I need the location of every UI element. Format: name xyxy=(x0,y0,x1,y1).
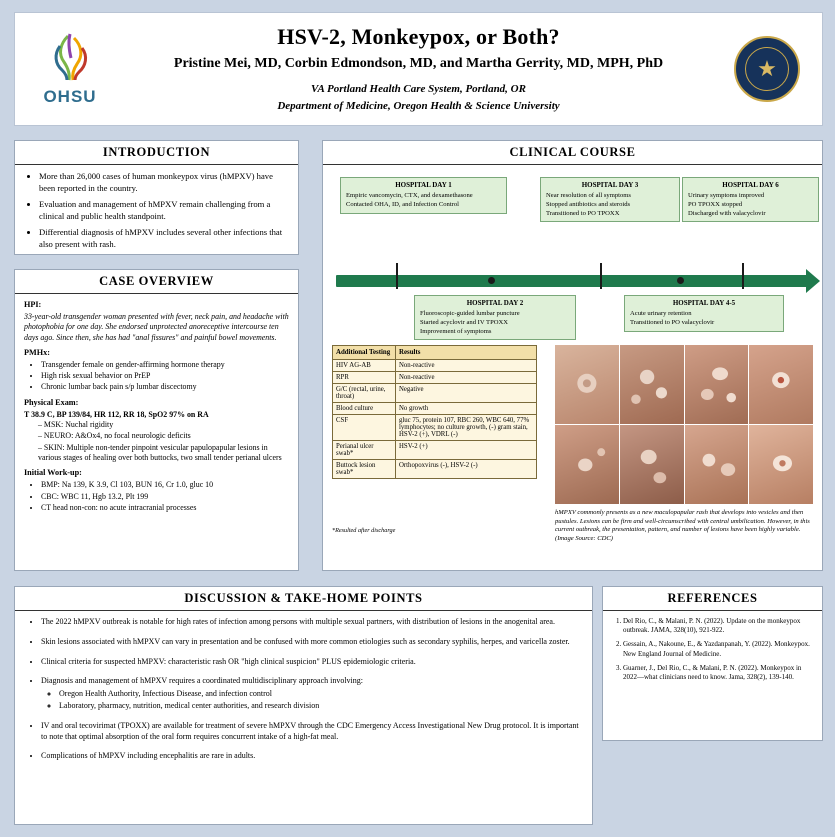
introduction-panel xyxy=(14,140,299,255)
timeline-day-line: PO TPOXX stopped xyxy=(688,200,743,208)
hpi-label: HPI: xyxy=(24,300,42,309)
case-overview-body xyxy=(15,300,298,518)
timeline-day-2 xyxy=(414,295,576,340)
timeline-day-label: HOSPITAL DAY 6 xyxy=(722,181,779,189)
timeline-day-4-5 xyxy=(624,295,784,332)
cell-test: HIV AG-AB xyxy=(333,360,396,372)
timeline-day-line: Contacted OHA, ID, and Infection Control xyxy=(346,200,459,208)
table-row xyxy=(333,403,537,415)
references-list xyxy=(603,617,822,682)
list-item-text: Diagnosis and management of hMPXV requires a coordinated multidisciplinary approach involving: xyxy=(41,676,364,686)
cell-result: gluc 75, protein 107, RBC 260, WBC 640, 77% lymphocytes; no culture growth, (-) gram stain, HSV-2 (+), VDRL (-) xyxy=(396,415,537,441)
list-item: • The 2022 hMPXV outbreak is notable for high rates of infection among persons with multiple sexual partners, with distribution of lesions in the anogenital area. xyxy=(41,617,580,628)
pmhx-list xyxy=(24,360,289,393)
list-item: • IV and oral tecovirimat (TPOXX) are available for treatment of severe hMPXV through the CDC Emergency Access Investigational New Drug protocol. It is important to note that optimal absorption of the oral form requires concurrent intake of a high-fat meal. xyxy=(41,721,580,743)
timeline-bar xyxy=(336,275,810,287)
timeline-day-3 xyxy=(540,177,680,222)
timeline-day-label: HOSPITAL DAY 1 xyxy=(395,181,452,189)
case-overview-title: CASE OVERVIEW xyxy=(15,270,298,294)
list-item: ◦ Laboratory, pharmacy, nutrition, medical center authorities, and research division xyxy=(59,701,568,712)
timeline-day-label: HOSPITAL DAY 4-5 xyxy=(672,299,736,307)
timeline-day-1 xyxy=(340,177,507,214)
physical-exam-label: Physical Exam: xyxy=(24,397,79,407)
workup-list xyxy=(24,480,289,513)
timeline-tick xyxy=(396,263,398,289)
list-item: • Transgender female on gender-affirming hormone therapy xyxy=(41,360,289,370)
timeline-dot xyxy=(677,277,684,284)
table-header-row xyxy=(333,346,537,360)
photo-caption: hMPXV commonly presents as a new maculopapular rash that develops into vesicles and then pustules. Lesions can be firm and well-circumscribed with central umbilication. However, in this current outbreak, the presentation, pattern, and number of lesions have been highly variable. (Image Source: CDC) xyxy=(555,509,810,543)
clinical-photos xyxy=(555,345,813,544)
timeline-day-line: Stopped antibiotics and steroids xyxy=(546,200,631,208)
cell-test: CSF xyxy=(333,415,396,441)
timeline-dot xyxy=(488,277,495,284)
list-item: • Skin lesions associated with hMPXV can vary in presentation and be confused with more common etiologies such as secondary syphilis, herpes, and varicella zoster. xyxy=(41,637,580,648)
table-footnote: *Resulted after discharge xyxy=(332,527,396,534)
table-row xyxy=(333,441,537,460)
timeline xyxy=(332,171,812,351)
column-header-results: Results xyxy=(396,346,537,360)
table-row xyxy=(333,384,537,403)
lesion-photo-7 xyxy=(685,425,749,504)
table-row xyxy=(333,460,537,479)
lesion-photo-4 xyxy=(749,345,813,424)
cell-test: Blood culture xyxy=(333,403,396,415)
list-item: 2. Gessain, A., Nakoune, E., & Yazdanpanah, Y. (2022). Monkeypox. New England Journal of Medicine. xyxy=(623,640,814,658)
page-title: HSV-2, Monkeypox, or Both? xyxy=(277,24,560,49)
discussion-sublist xyxy=(41,689,580,712)
references-title: REFERENCES xyxy=(603,587,822,611)
photo-row-2 xyxy=(555,425,813,504)
case-overview-panel xyxy=(14,269,299,571)
table-row xyxy=(333,372,537,384)
ohsu-logo xyxy=(15,19,125,119)
cell-test: Perianal ulcer swab* xyxy=(333,441,396,460)
timeline-day-line: Urinary symptoms improved xyxy=(688,192,765,200)
exam-list xyxy=(24,420,289,464)
cell-result: Orthopoxvirus (-), HSV-2 (-) xyxy=(396,460,537,479)
va-seal-icon xyxy=(734,36,800,102)
list-item: • BMP: Na 139, K 3.9, Cl 103, BUN 16, Cr 1.0, gluc 10 xyxy=(41,480,289,490)
list-item: – SKIN: Multiple non-tender pinpoint vesicular papulopapular lesions in various stages of healing over both buttocks, two small tender perianal ulcers xyxy=(38,443,289,464)
timeline-arrow-icon xyxy=(806,269,820,293)
clinical-course-title: CLINICAL COURSE xyxy=(323,141,822,165)
poster-header xyxy=(14,12,823,126)
timeline-tick xyxy=(742,263,744,289)
header-text-block xyxy=(125,24,712,114)
list-item: • CT head non-con: no acute intracranial processes xyxy=(41,503,289,513)
lesion-photo-1 xyxy=(555,345,619,424)
list-item: • High risk sexual behavior on PrEP xyxy=(41,371,289,381)
discussion-list xyxy=(15,617,592,762)
list-item: • Chronic lumbar back pain s/p lumbar discectomy xyxy=(41,382,289,392)
list-item: • More than 26,000 cases of human monkeypox virus (hMPXV) have been reported in the country. xyxy=(39,171,288,194)
table-row xyxy=(333,415,537,441)
list-item: ◦ Oregon Health Authority, Infectious Disease, and infection control xyxy=(59,689,568,700)
timeline-day-line: Acute urinary retention xyxy=(630,310,692,318)
references-panel xyxy=(602,586,823,741)
ohsu-wordmark: OHSU xyxy=(43,86,97,106)
pmhx-label: PMHx: xyxy=(24,347,50,357)
list-item: 3. Guarner, J., Del Rio, C., & Malani, P. N. (2022). Monkeypox in 2022—what clinicians need to know. Jama, 328(2), 139-140. xyxy=(623,664,814,682)
cell-result: Negative xyxy=(396,384,537,403)
column-header-testing: Additional Testing xyxy=(333,346,396,360)
timeline-day-label: HOSPITAL DAY 3 xyxy=(581,181,639,189)
timeline-day-line: Near resolution of all symptoms xyxy=(546,192,631,200)
discussion-panel xyxy=(14,586,593,825)
ohsu-flame-icon xyxy=(38,32,102,84)
additional-testing-table xyxy=(332,345,537,479)
timeline-day-line: Improvement of symptoms xyxy=(420,327,492,335)
timeline-day-line: Transitioned to PO valacyclovir xyxy=(630,318,715,326)
cell-result: No growth xyxy=(396,403,537,415)
introduction-list xyxy=(15,171,298,251)
cell-result: Non-reactive xyxy=(396,360,537,372)
discussion-title: DISCUSSION & TAKE-HOME POINTS xyxy=(15,587,592,611)
timeline-day-line: Empiric vancomycin, CTX, and dexamethasone xyxy=(346,192,473,200)
author-list: Pristine Mei, MD, Corbin Edmondson, MD, and Martha Gerrity, MD, MPH, PhD xyxy=(173,56,664,71)
photo-row-1 xyxy=(555,345,813,424)
seal-star-icon: ★ xyxy=(757,56,777,81)
timeline-day-line: Started acyclovir and IV TPOXX xyxy=(420,318,509,326)
cell-test: Buttock lesion swab* xyxy=(333,460,396,479)
list-item: • Evaluation and management of hMPXV remain challenging from a clinical and public health standpoint. xyxy=(39,199,288,222)
clinical-course-panel xyxy=(322,140,823,571)
table-row xyxy=(333,360,537,372)
cell-result: HSV-2 (+) xyxy=(396,441,537,460)
list-item: 1. Del Rio, C., & Malani, P. N. (2022). Update on the monkeypox outbreak. JAMA, 328(10), 921-922. xyxy=(623,617,814,635)
list-item xyxy=(41,676,580,711)
list-item: • CBC: WBC 11, Hgb 13.2, Plt 199 xyxy=(41,492,289,502)
timeline-tick xyxy=(600,263,602,289)
lesion-photo-3 xyxy=(685,345,749,424)
list-item: • Differential diagnosis of hMPXV includes several other infections that also present with rash. xyxy=(39,227,288,250)
list-item: – NEURO: A&Ox4, no focal neurologic deficits xyxy=(38,431,289,441)
hpi-text: 33-year-old transgender woman presented with fever, neck pain, and headache with photophobia for one day. She endorsed unprotected anoreceptive intercourse ten days ago. Since then, she has had "anal fissures" and painful bowel movements. xyxy=(24,311,289,342)
va-logo xyxy=(712,36,822,102)
timeline-day-6 xyxy=(682,177,819,222)
list-item: – MSK: Nuchal rigidity xyxy=(38,420,289,430)
cell-result: Non-reactive xyxy=(396,372,537,384)
lesion-photo-6 xyxy=(620,425,684,504)
timeline-day-line: Transitioned to PO TPOXX xyxy=(546,209,620,217)
list-item: • Complications of hMPXV including encephalitis are rare in adults. xyxy=(41,751,580,762)
timeline-day-line: Discharged with valacyclovir xyxy=(688,209,766,217)
timeline-day-line: Fluoroscopic-guided lumbar puncture xyxy=(420,310,520,318)
timeline-day-label: HOSPITAL DAY 2 xyxy=(466,299,524,307)
introduction-title: INTRODUCTION xyxy=(15,141,298,165)
affiliation-2: Department of Medicine, Oregon Health & Science University xyxy=(277,99,560,112)
cell-test: G/C (rectal, urine, throat) xyxy=(333,384,396,403)
cell-test: RPR xyxy=(333,372,396,384)
lesion-photo-5 xyxy=(555,425,619,504)
workup-label: Initial Work-up: xyxy=(24,468,82,478)
lesion-photo-8 xyxy=(749,425,813,504)
vitals-line: T 38.9 C, BP 139/84, HR 112, RR 18, SpO2 97% on RA xyxy=(24,409,209,419)
affiliation-1: VA Portland Health Care System, Portland, OR xyxy=(311,83,526,95)
list-item: • Clinical criteria for suspected hMPXV: characteristic rash OR "high clinical suspicion" PLUS epidemiologic criteria. xyxy=(41,657,580,668)
lesion-photo-2 xyxy=(620,345,684,424)
